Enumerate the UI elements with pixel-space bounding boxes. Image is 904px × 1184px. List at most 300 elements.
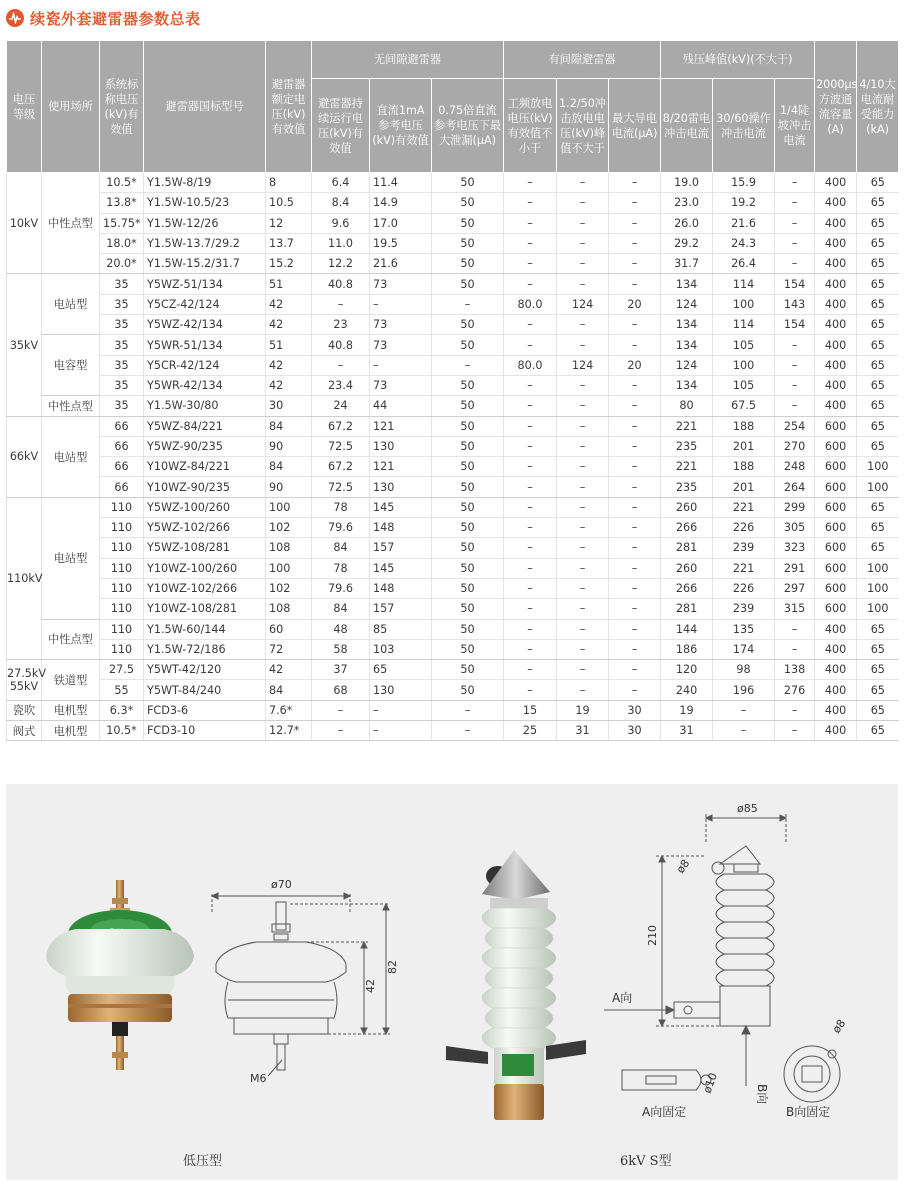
cell-model: Y1.5W-15.2/31.7 [144,254,266,274]
cell-value: 65 [857,639,899,659]
cell-value: 239 [713,538,775,558]
cell-value: 114 [713,315,775,335]
header-gapped-group: 有间隙避雷器 [504,41,661,79]
cell-value: 30 [609,721,661,741]
cell-value: 72.5 [312,436,370,456]
cell-value: 31 [557,721,609,741]
cell-value: 79.6 [312,578,370,598]
cell-model: Y5WZ-100/260 [144,497,266,517]
cell-value: 73 [370,274,432,294]
cell-value: – [557,599,609,619]
cell-value: 400 [815,680,857,700]
header-voltage-grade: 电压等级 [7,41,42,173]
cell-value: – [504,173,557,193]
cell-value: 110 [100,639,144,659]
cell-value: 90 [266,436,312,456]
cell-value: 50 [432,375,504,395]
cell-value: 235 [661,477,713,497]
cell-value: 35 [100,355,144,375]
cell-model: Y5WZ-42/134 [144,315,266,335]
cell-value: 100 [857,578,899,598]
cell-model: Y10WZ-84/221 [144,457,266,477]
cell-value: 17.0 [370,213,432,233]
cell-use-place: 电站型 [42,416,100,497]
cell-value: 143 [775,294,815,314]
cell-voltage-grade: 110kV [7,497,42,659]
cell-value: 400 [815,173,857,193]
cell-value: 226 [713,578,775,598]
cell-model: Y5WZ-84/221 [144,416,266,436]
table-row [7,375,899,395]
cell-value: – [370,700,432,720]
cell-model: Y5WZ-102/266 [144,518,266,538]
cell-model: FCD3-10 [144,721,266,741]
cell-value: 35 [100,294,144,314]
cell-model: Y5WT-84/240 [144,680,266,700]
dim-hole-b-8: ø8 [829,1017,849,1036]
cell-value: 196 [713,680,775,700]
cell-value: 400 [815,233,857,253]
cell-value: 50 [432,599,504,619]
cell-value: 10.5 [266,193,312,213]
dim-diameter-70: ø70 [271,878,292,891]
cell-model: Y5WZ-108/281 [144,538,266,558]
cell-value: – [775,233,815,253]
cell-value: – [775,396,815,416]
cell-value: 50 [432,274,504,294]
parameter-table [6,40,899,741]
s-type-dimension-drawing [604,814,840,1105]
cell-value: 65 [857,660,899,680]
cell-use-place: 电站型 [42,497,100,619]
cell-value: 21.6 [713,213,775,233]
cell-model: Y1.5W-60/144 [144,619,266,639]
cell-value: 66 [100,477,144,497]
cell-value: – [557,518,609,538]
cell-value: 20 [609,294,661,314]
cell-value: 114 [713,274,775,294]
cell-value: 73 [370,375,432,395]
cell-value: 154 [775,315,815,335]
cell-value: 40.8 [312,335,370,355]
cell-value: 65 [857,538,899,558]
cell-value: 221 [713,558,775,578]
table-row [7,254,899,274]
cell-value: 13.8* [100,193,144,213]
cell-value: 400 [815,315,857,335]
cell-value: 600 [815,436,857,456]
cell-value: 188 [713,416,775,436]
cell-value: – [504,660,557,680]
cell-value: – [370,721,432,741]
cell-value: 15 [504,700,557,720]
cell-value: 21.6 [370,254,432,274]
table-row [7,538,899,558]
cell-value: 30 [266,396,312,416]
cell-value: – [504,538,557,558]
cell-value: – [609,518,661,538]
cell-value: – [557,315,609,335]
cell-value: 110 [100,538,144,558]
cell-value: 600 [815,477,857,497]
cell-value: – [504,396,557,416]
cell-value: 60 [266,619,312,639]
cell-value: 266 [661,578,713,598]
cell-value: 72.5 [312,477,370,497]
cell-value: 10.5* [100,721,144,741]
table-row [7,558,899,578]
cell-value: 145 [370,497,432,517]
header-gapped-col: 1.2/50冲击放电电压(kV)峰值不大于 [557,79,609,173]
cell-value: 130 [370,436,432,456]
cell-value: 25 [504,721,557,741]
low-voltage-caption: 低压型 [183,1154,223,1169]
cell-value: 7.6* [266,700,312,720]
cell-value: – [557,538,609,558]
cell-value: 13.7 [266,233,312,253]
cell-value: – [432,721,504,741]
cell-value: – [557,619,609,639]
cell-value: – [775,254,815,274]
cell-value: – [775,193,815,213]
cell-value: – [504,578,557,598]
cell-value: 130 [370,477,432,497]
cell-value: 42 [266,355,312,375]
cell-value: 50 [432,173,504,193]
cell-value: 134 [661,274,713,294]
cell-value: 144 [661,619,713,639]
cell-value: 50 [432,518,504,538]
cell-value: – [609,375,661,395]
cell-value: 80 [661,396,713,416]
cell-value: – [557,477,609,497]
cell-value: 50 [432,639,504,659]
cell-value: – [504,457,557,477]
cell-value: 65 [857,335,899,355]
dim-thread-m6: M6 [250,1072,267,1085]
table-row [7,477,899,497]
cell-value: 299 [775,497,815,517]
cell-value: 174 [713,639,775,659]
cell-value: 35 [100,335,144,355]
header-residual-col: 30/60操作冲击电流 [713,79,775,173]
cell-value: – [775,355,815,375]
header-square-wave: 2000μs方波通流容量(A) [815,41,857,173]
header-residual-group: 残压峰值(kV)(不大于) [661,41,815,79]
cell-value: 400 [815,375,857,395]
cell-model: Y1.5W-8/19 [144,173,266,193]
cell-value: 65 [857,173,899,193]
cell-value: 105 [713,335,775,355]
table-row [7,721,899,741]
cell-value: – [504,518,557,538]
cell-value: – [609,599,661,619]
cell-value: – [557,335,609,355]
table-row [7,497,899,517]
cell-value: – [713,721,775,741]
cell-value: 30 [609,700,661,720]
cell-value: 35 [100,315,144,335]
cell-use-place: 电机型 [42,700,100,720]
cell-value: 67.5 [713,396,775,416]
cell-value: 266 [661,518,713,538]
fix-b-label: B向固定 [786,1105,831,1119]
cell-value: 50 [432,254,504,274]
cell-value: 103 [370,639,432,659]
cell-value: 50 [432,315,504,335]
cell-value: 84 [266,457,312,477]
cell-value: – [775,173,815,193]
cell-value: – [609,173,661,193]
cell-value: – [775,721,815,741]
cell-value: 600 [815,599,857,619]
cell-value: – [775,639,815,659]
cell-value: 600 [815,457,857,477]
cell-value: – [609,274,661,294]
cell-value: 50 [432,436,504,456]
cell-value: 154 [775,274,815,294]
cell-value: 20 [609,355,661,375]
table-row [7,396,899,416]
cell-value: – [775,335,815,355]
cell-value: 67.2 [312,416,370,436]
cell-model: Y5WR-51/134 [144,335,266,355]
cell-model: Y5CR-42/124 [144,355,266,375]
cell-value: 315 [775,599,815,619]
header-model: 避雷器国标型号 [144,41,266,173]
header-large-current: 4/10大电流耐受能力(kA) [857,41,899,173]
cell-value: – [609,213,661,233]
cell-value: – [557,639,609,659]
cell-value: 66 [100,416,144,436]
cell-value: 124 [661,294,713,314]
cell-value: 600 [815,416,857,436]
cell-value: – [557,173,609,193]
cell-model: Y10WZ-100/260 [144,558,266,578]
cell-use-place: 电站型 [42,274,100,335]
cell-value: 50 [432,213,504,233]
cell-value: 65 [857,375,899,395]
cell-value: – [504,233,557,253]
table-row [7,355,899,375]
low-voltage-arrester-photo [46,880,194,1070]
cell-value: – [609,680,661,700]
cell-value: 84 [312,538,370,558]
cell-value: 42 [266,660,312,680]
cell-value: 15.75* [100,213,144,233]
cell-value: 600 [815,518,857,538]
cell-value: 110 [100,619,144,639]
cell-value: – [504,213,557,233]
cell-value: 27.5 [100,660,144,680]
cell-value: 68 [312,680,370,700]
cell-value: 19.2 [713,193,775,213]
cell-value: 110 [100,497,144,517]
cell-value: 148 [370,518,432,538]
cell-value: – [557,578,609,598]
cell-value: 65 [857,721,899,741]
cell-value: 58 [312,639,370,659]
cell-value: 80.0 [504,355,557,375]
cell-value: 23.0 [661,193,713,213]
cell-value: – [609,619,661,639]
cell-value: 100 [713,294,775,314]
cell-value: 19 [661,700,713,720]
cell-value: – [504,416,557,436]
cell-value: – [609,538,661,558]
cell-model: Y1.5W-10.5/23 [144,193,266,213]
cell-value: 42 [266,375,312,395]
table-row [7,173,899,193]
cell-use-place: 电机型 [42,721,100,741]
cell-value: – [557,558,609,578]
cell-value: 291 [775,558,815,578]
cell-value: 50 [432,538,504,558]
cell-value: 138 [775,660,815,680]
table-row [7,457,899,477]
dim-height-42: 42 [364,979,377,993]
dim-height-210: 210 [646,925,659,946]
cell-value: 15.2 [266,254,312,274]
dir-a-label: A向 [612,991,633,1005]
cell-value: 201 [713,436,775,456]
cell-value: – [557,660,609,680]
cell-value: 108 [266,599,312,619]
cell-value: 110 [100,599,144,619]
table-row [7,619,899,639]
cell-value: 73 [370,315,432,335]
cell-value: – [557,497,609,517]
cell-value: – [504,477,557,497]
table-row [7,436,899,456]
cell-value: 108 [266,538,312,558]
cell-value: – [432,700,504,720]
cell-value: – [432,355,504,375]
cell-value: – [557,375,609,395]
cell-value: 55 [100,680,144,700]
table-row [7,233,899,253]
cell-value: 600 [815,497,857,517]
cell-value: 20.0* [100,254,144,274]
cell-use-place: 中性点型 [42,619,100,660]
cell-value: – [609,315,661,335]
cell-value: – [557,193,609,213]
cell-value: 51 [266,335,312,355]
cell-value: 67.2 [312,457,370,477]
cell-value: 50 [432,680,504,700]
cell-value: 65 [857,254,899,274]
cell-use-place: 中性点型 [42,396,100,416]
cell-value: 100 [857,477,899,497]
cell-value: – [609,396,661,416]
cell-value: 124 [661,355,713,375]
cell-value: – [557,396,609,416]
cell-value: 201 [713,477,775,497]
cell-value: 134 [661,375,713,395]
cell-value: 400 [815,274,857,294]
table-row [7,416,899,436]
cell-value: 50 [432,396,504,416]
cell-value: 50 [432,558,504,578]
cell-value: 600 [815,578,857,598]
table-row [7,193,899,213]
cell-voltage-grade: 35kV [7,274,42,416]
cell-value: 134 [661,335,713,355]
cell-value: 35 [100,396,144,416]
cell-model: Y5WT-42/120 [144,660,266,680]
table-row [7,274,899,294]
cell-model: Y5WR-42/134 [144,375,266,395]
cell-model: Y1.5W-13.7/29.2 [144,233,266,253]
cell-model: Y1.5W-12/26 [144,213,266,233]
cell-value: 105 [713,375,775,395]
cell-model: Y5WZ-51/134 [144,274,266,294]
cell-value: 12 [266,213,312,233]
cell-value: 148 [370,578,432,598]
cell-value: – [370,355,432,375]
cell-value: 124 [557,355,609,375]
cell-value: 323 [775,538,815,558]
cell-value: – [557,274,609,294]
cell-value: 110 [100,578,144,598]
dir-b-label: B向 [755,1084,769,1105]
header-use-place: 使用场所 [42,41,100,173]
cell-value: 9.6 [312,213,370,233]
dim-slot-10: ø10 [700,1071,720,1096]
cell-value: 221 [661,416,713,436]
cell-value: 400 [815,619,857,639]
table-row [7,660,899,680]
cell-value: 121 [370,416,432,436]
cell-value: 15.9 [713,173,775,193]
cell-model: Y1.5W-72/186 [144,639,266,659]
cell-value: 78 [312,497,370,517]
cell-value: – [557,436,609,456]
cell-value: – [609,416,661,436]
cell-value: 188 [713,457,775,477]
cell-value: – [312,355,370,375]
cell-value: 65 [857,436,899,456]
cell-value: 8 [266,173,312,193]
cell-value: 100 [266,558,312,578]
cell-voltage-grade: 10kV [7,173,42,274]
cell-value: 44 [370,396,432,416]
cell-value: 600 [815,538,857,558]
cell-value: 42 [266,315,312,335]
table-row [7,213,899,233]
cell-value: 85 [370,619,432,639]
cell-value: 186 [661,639,713,659]
table-row [7,700,899,720]
cell-value: 65 [857,497,899,517]
cell-value: 79.6 [312,518,370,538]
cell-value: 66 [100,436,144,456]
cell-value: – [557,213,609,233]
cell-value: – [504,335,557,355]
cell-value: 50 [432,193,504,213]
cell-value: 50 [432,619,504,639]
table-row [7,335,899,355]
cell-value: 600 [815,558,857,578]
cell-value: – [504,315,557,335]
cell-value: 121 [370,457,432,477]
cell-value: – [609,457,661,477]
cell-value: 134 [661,315,713,335]
cell-value: 400 [815,355,857,375]
header-system-voltage: 系统标称电压(kV)有效值 [100,41,144,173]
cell-value: 102 [266,578,312,598]
cell-value: – [775,619,815,639]
